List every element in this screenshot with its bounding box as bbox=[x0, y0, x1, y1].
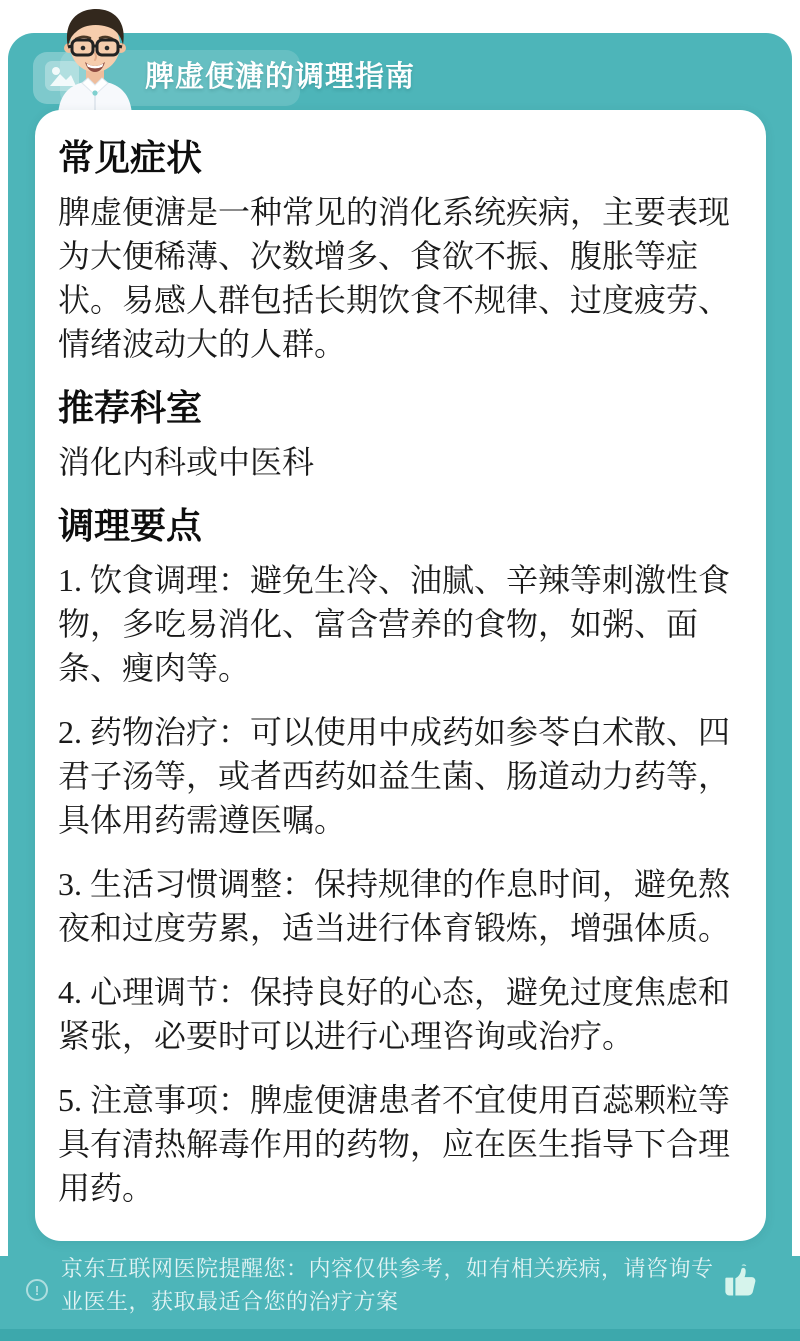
common-symptoms-paragraph: 脾虚便溏是一种常见的消化系统疾病，主要表现为大便稀薄、次数增多、食欲不振、腹胀等症状。易感人群包括长期饮食不规律、过度疲劳、情绪波动大的人群。 bbox=[58, 194, 731, 362]
content-card bbox=[35, 110, 766, 1241]
thumbs-up-icon[interactable] bbox=[722, 1263, 760, 1299]
heading-common-symptoms: 常见症状 bbox=[58, 137, 203, 178]
disclaimer-text: 京东互联网医院提醒您：内容仅供参考，如有相关疾病，请咨询专业医生，获取最适合您的治疗方案 bbox=[61, 1256, 714, 1314]
bottom-strip bbox=[0, 1329, 800, 1341]
recommended-department-text: 消化内科或中医科 bbox=[58, 444, 315, 480]
care-point-item-1: 1. 饮食调理：避免生冷、油腻、辛辣等刺激性食物，多吃易消化、富含营养的食物，如粥、面条、瘦肉等。 bbox=[58, 562, 731, 686]
care-point-item-2: 2. 药物治疗：可以使用中成药如参苓白术散、四君子汤等，或者西药如益生菌、肠道动力药等，具体用药需遵医嘱。 bbox=[58, 714, 731, 838]
care-point-item-3: 3. 生活习惯调整：保持规律的作息时间，避免熬夜和过度劳累，适当进行体育锻炼，增强体质。 bbox=[58, 866, 731, 946]
heading-recommended-department: 推荐科室 bbox=[58, 387, 203, 428]
page-title: 脾虚便溏的调理指南 bbox=[145, 61, 416, 93]
doctor-avatar bbox=[40, 6, 150, 118]
footer bbox=[0, 1241, 800, 1341]
info-icon: ! bbox=[26, 1279, 48, 1301]
care-point-item-5: 5. 注意事项：脾虚便溏患者不宜使用百蕊颗粒等具有清热解毒作用的药物，应在医生指导下合理用药。 bbox=[58, 1082, 731, 1206]
care-point-item-4: 4. 心理调节：保持良好的心态，避免过度焦虑和紧张，必要时可以进行心理咨询或治疗。 bbox=[58, 974, 731, 1054]
heading-care-points: 调理要点 bbox=[58, 505, 203, 546]
